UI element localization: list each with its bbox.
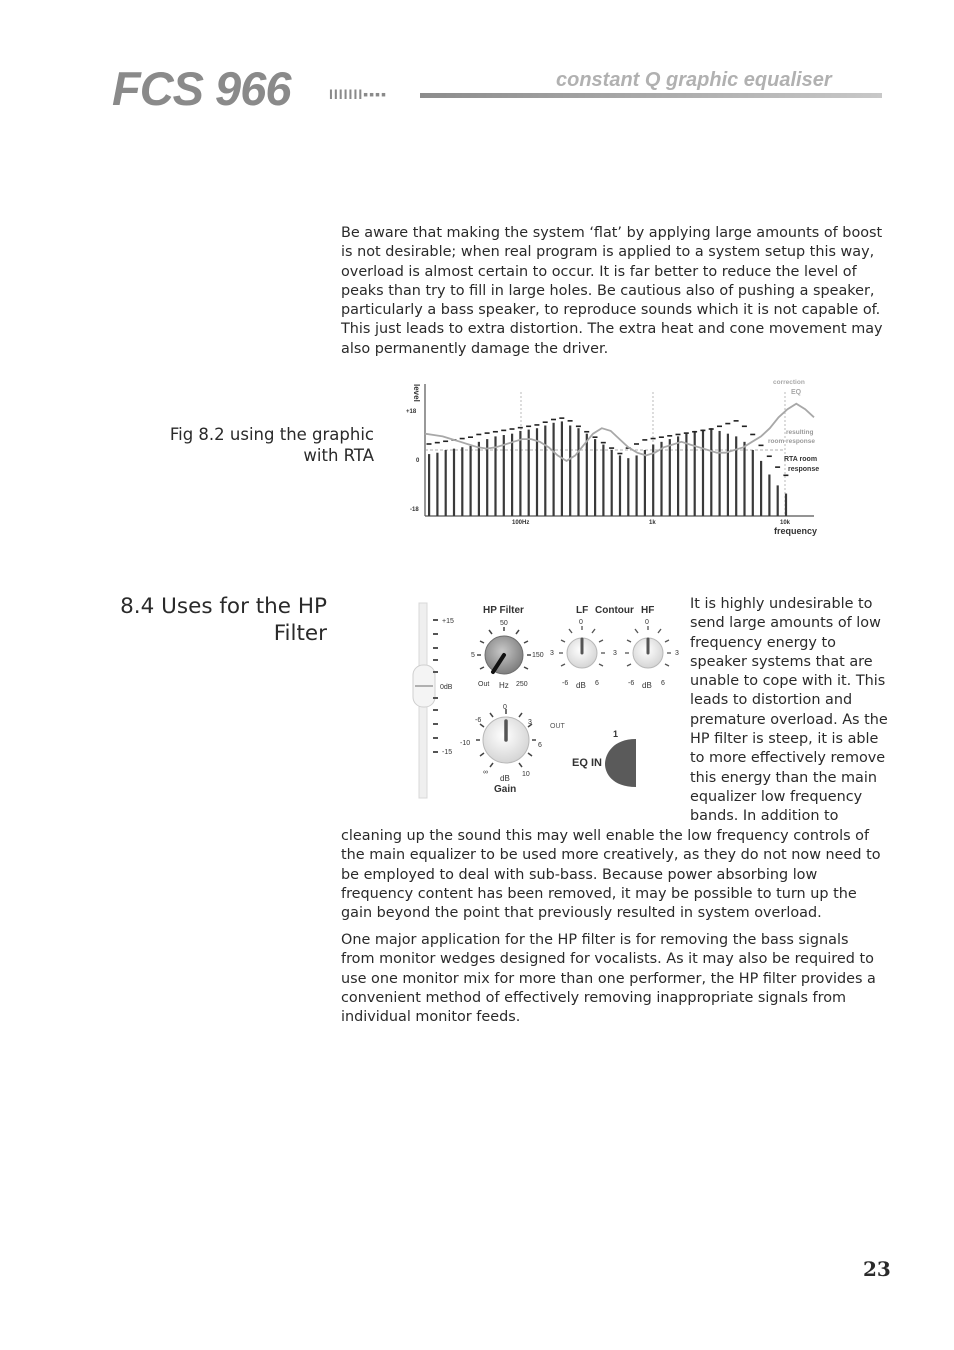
- hp-filter-label: HP Filter: [483, 605, 524, 616]
- y-tick-minus18: -18: [410, 507, 419, 513]
- rta-bar: [636, 455, 638, 516]
- gain-knob: [460, 704, 542, 795]
- rta-bar: [727, 434, 729, 516]
- hp-scale-5: 5: [471, 652, 475, 659]
- eq-in-label: EQ IN: [572, 757, 602, 769]
- rta-bar: [445, 450, 447, 516]
- resulting-response-mark: [659, 436, 664, 438]
- monitor-paragraph: One major application for the HP filter is for removing the bass signals from monitor wedges designed for vocalists. As it may also be required to use one monitor mix for more than one performer, the HP filter provides a convenient method of effectively removing inappropriate signals from individual monitor feeds.: [341, 932, 876, 1026]
- resulting-response-mark: [667, 435, 672, 437]
- rta-bar: [652, 445, 654, 516]
- rta-bar: [760, 461, 762, 516]
- rta-bar: [478, 442, 480, 516]
- header-subtitle: constant Q graphic equaliser: [556, 69, 832, 91]
- rta-bar: [702, 430, 704, 516]
- resulting-response-mark: [684, 432, 689, 434]
- section-heading-line1: 8.4 Uses for the HP: [120, 594, 327, 619]
- gain-scale-3: 3: [528, 719, 532, 726]
- hf-scale-6: 6: [661, 680, 665, 687]
- resulting-response-mark: [435, 442, 440, 444]
- resulting-response-mark: [775, 466, 780, 468]
- rta-bar: [528, 430, 530, 516]
- rta-bar: [677, 436, 679, 516]
- resulting-response-mark: [709, 428, 714, 430]
- resulting-response-mark: [617, 453, 622, 455]
- switch-label: 1: [613, 729, 619, 739]
- rta-bar: [461, 447, 463, 516]
- figure-caption-line1: Fig 8.2 using the graphic: [169, 425, 374, 444]
- resulting-response-mark: [576, 426, 581, 428]
- eq-in-switch: [605, 739, 636, 787]
- resulting-response-mark: [725, 423, 730, 425]
- resulting-response-mark: [427, 443, 432, 445]
- out-label: OUT: [550, 723, 565, 730]
- rta-bar: [719, 431, 721, 516]
- x-axis-label: frequency: [774, 526, 818, 536]
- hp-scale-50: 50: [500, 620, 508, 627]
- rta-bar: [611, 450, 613, 516]
- logo-dots: IIIIIII▪▪▪▪: [329, 86, 388, 102]
- hf-scale-db: dB: [642, 681, 652, 690]
- header-rule: [420, 93, 882, 98]
- rta-bar: [785, 494, 787, 516]
- rta-bar: [644, 450, 646, 516]
- hp-scale-hz: Hz: [499, 681, 509, 690]
- fader-scale-0db: 0dB: [440, 684, 453, 691]
- rta-bar: [660, 442, 662, 516]
- rta-bar: [777, 485, 779, 516]
- rta-bar: [743, 442, 745, 516]
- figure-caption: [154, 424, 374, 466]
- resulting-response-mark: [692, 431, 697, 433]
- rta-bar: [553, 423, 555, 516]
- rta-bar: [694, 431, 696, 516]
- resulting-response-mark: [767, 455, 772, 457]
- legend-rta-room: RTA room: [784, 456, 818, 463]
- resulting-response-mark: [568, 420, 573, 422]
- hf-scale-0: 0: [645, 619, 649, 626]
- resulting-response-mark: [493, 431, 498, 433]
- resulting-response-mark: [676, 434, 681, 436]
- rta-bar: [428, 454, 430, 516]
- hf-scale-3-right: 3: [675, 650, 679, 657]
- y-tick-0: 0: [416, 458, 420, 464]
- resulting-response-mark: [750, 434, 755, 436]
- rta-bar: [577, 428, 579, 516]
- rta-bar: [453, 449, 455, 516]
- resulting-response-mark: [609, 447, 614, 449]
- lf-scale-db: dB: [576, 681, 586, 690]
- lf-scale-3: 3: [550, 650, 554, 657]
- lf-label: LF: [576, 605, 589, 616]
- lf-scale-minus6: -6: [562, 680, 569, 687]
- fader-scale-minus15: -15: [442, 749, 453, 756]
- gain-scale-infinity: ∞: [483, 769, 488, 776]
- rta-bar: [486, 439, 488, 516]
- resulting-response-mark: [642, 439, 647, 441]
- rta-bar: [561, 421, 563, 516]
- section-heading-line2: Filter: [273, 621, 327, 646]
- gain-scale-6: 6: [538, 742, 542, 749]
- lf-contour-knob: [550, 619, 605, 690]
- correction-eq-curve: [425, 404, 814, 461]
- x-tick-10k: 10k: [780, 520, 791, 526]
- rta-bar: [470, 446, 472, 516]
- x-tick-1k: 1k: [649, 520, 656, 526]
- lf-scale-6: 6: [595, 680, 599, 687]
- lf-scale-0: 0: [579, 619, 583, 626]
- x-tick-100hz: 100Hz: [512, 520, 530, 526]
- intro-paragraph: Be aware that making the system ‘flat’ by applying large amounts of boost is not desirable; when real program is applied to a system setup this way, overload is almost certain to occur. It is far better to reduce the level of peaks than try to fill in large holes. Be cautious also of pushing a speaker, particularly a bass speaker, to reproduce sounds which it is not capable of. This just leads to extra distortion. The extra heat and cone movement may also permanently damage the driver.: [341, 225, 883, 357]
- hf-scale-3-left: 3: [613, 650, 617, 657]
- hp-filter-side-paragraph: It is highly undesirable to send large amounts of low frequency energy to speaker systems that are unable to cope with it. This leads to distortion and premature overload. As the HP filter is steep, it is able to more effectively remove this energy than the main equalizer low frequency bands. In addition to: [690, 596, 888, 825]
- rta-figure: [404, 376, 824, 538]
- rta-bar: [594, 439, 596, 516]
- rta-bar: [586, 434, 588, 516]
- gain-label: Gain: [494, 784, 517, 795]
- product-logo: FCS 966: [112, 62, 291, 115]
- y-tick-plus18: +18: [406, 409, 417, 415]
- rta-bar: [619, 455, 621, 516]
- legend-resulting-room-response: room response: [768, 438, 815, 445]
- rta-bar: [511, 434, 513, 516]
- hf-label: HF: [641, 605, 655, 616]
- resulting-response-mark: [501, 430, 506, 432]
- resulting-response-mark: [584, 431, 589, 433]
- gain-scale-minus6: -6: [475, 717, 482, 724]
- gain-scale-10: 10: [522, 771, 530, 778]
- rta-bar: [710, 428, 712, 516]
- rta-bar: [519, 431, 521, 516]
- legend-rta-response: response: [788, 466, 820, 473]
- resulting-response-mark: [534, 424, 539, 426]
- resulting-response-mark: [460, 438, 465, 440]
- rta-bar: [503, 435, 505, 516]
- rta-bar: [569, 426, 571, 517]
- section-heading: [77, 593, 327, 647]
- resulting-response-mark: [543, 421, 548, 423]
- rta-bar: [544, 426, 546, 517]
- legend-resulting: resulting: [786, 429, 814, 436]
- rta-bar: [685, 434, 687, 516]
- resulting-response-mark: [734, 420, 739, 422]
- rta-bar: [627, 458, 629, 516]
- resulting-response-mark: [742, 426, 747, 428]
- hp-scale-250: 250: [516, 681, 528, 688]
- rta-bar: [768, 475, 770, 517]
- fader-scale-plus15: +15: [442, 618, 454, 625]
- legend-correction-eq: EQ: [791, 389, 802, 396]
- resulting-response-mark: [510, 428, 515, 430]
- hp-filter-continuation: cleaning up the sound this may well enable the low frequency controls of the main equalizer to be used more creatively, as they do not now need to be employed to deal with sub-bass. Because power absorbing low frequency content has been removed, it may be possible to turn up the gain beyond the point that previously resulted in system overload.: [341, 828, 881, 922]
- resulting-response-mark: [593, 436, 598, 438]
- resulting-response-mark: [634, 443, 639, 445]
- resulting-response-mark: [476, 434, 481, 436]
- hp-filter-knob: [471, 605, 544, 690]
- resulting-response-mark: [700, 430, 705, 432]
- resulting-response-mark: [518, 427, 523, 429]
- gain-scale-minus10: -10: [460, 740, 471, 747]
- hp-scale-out: Out: [478, 681, 490, 688]
- rta-bar: [752, 450, 754, 516]
- resulting-response-mark: [485, 432, 490, 434]
- hf-scale-minus6: -6: [628, 680, 635, 687]
- rta-bar: [602, 445, 604, 516]
- rta-bar: [436, 453, 438, 516]
- rta-bar: [669, 439, 671, 516]
- y-axis-label: level: [412, 384, 421, 402]
- control-panel-illustration: [405, 597, 685, 803]
- figure-caption-line2: with RTA: [303, 446, 374, 465]
- fader: [413, 603, 454, 798]
- gain-scale-0: 0: [503, 704, 507, 711]
- hf-contour-knob: [613, 619, 679, 690]
- resulting-response-mark: [783, 475, 788, 477]
- resulting-response-mark: [468, 436, 473, 438]
- resulting-response-mark: [526, 426, 531, 428]
- resulting-response-mark: [717, 426, 722, 428]
- resulting-response-mark: [759, 445, 764, 447]
- page-number: 23: [863, 1257, 891, 1281]
- resulting-response-mark: [559, 417, 564, 419]
- contour-label: Contour: [595, 605, 634, 616]
- resulting-response-mark: [551, 419, 556, 421]
- gain-scale-db: dB: [500, 774, 510, 783]
- legend-correction: correction: [773, 379, 805, 386]
- resulting-response-mark: [651, 438, 656, 440]
- hp-scale-150: 150: [532, 652, 544, 659]
- resulting-response-mark: [443, 440, 448, 442]
- resulting-response-mark: [601, 442, 606, 444]
